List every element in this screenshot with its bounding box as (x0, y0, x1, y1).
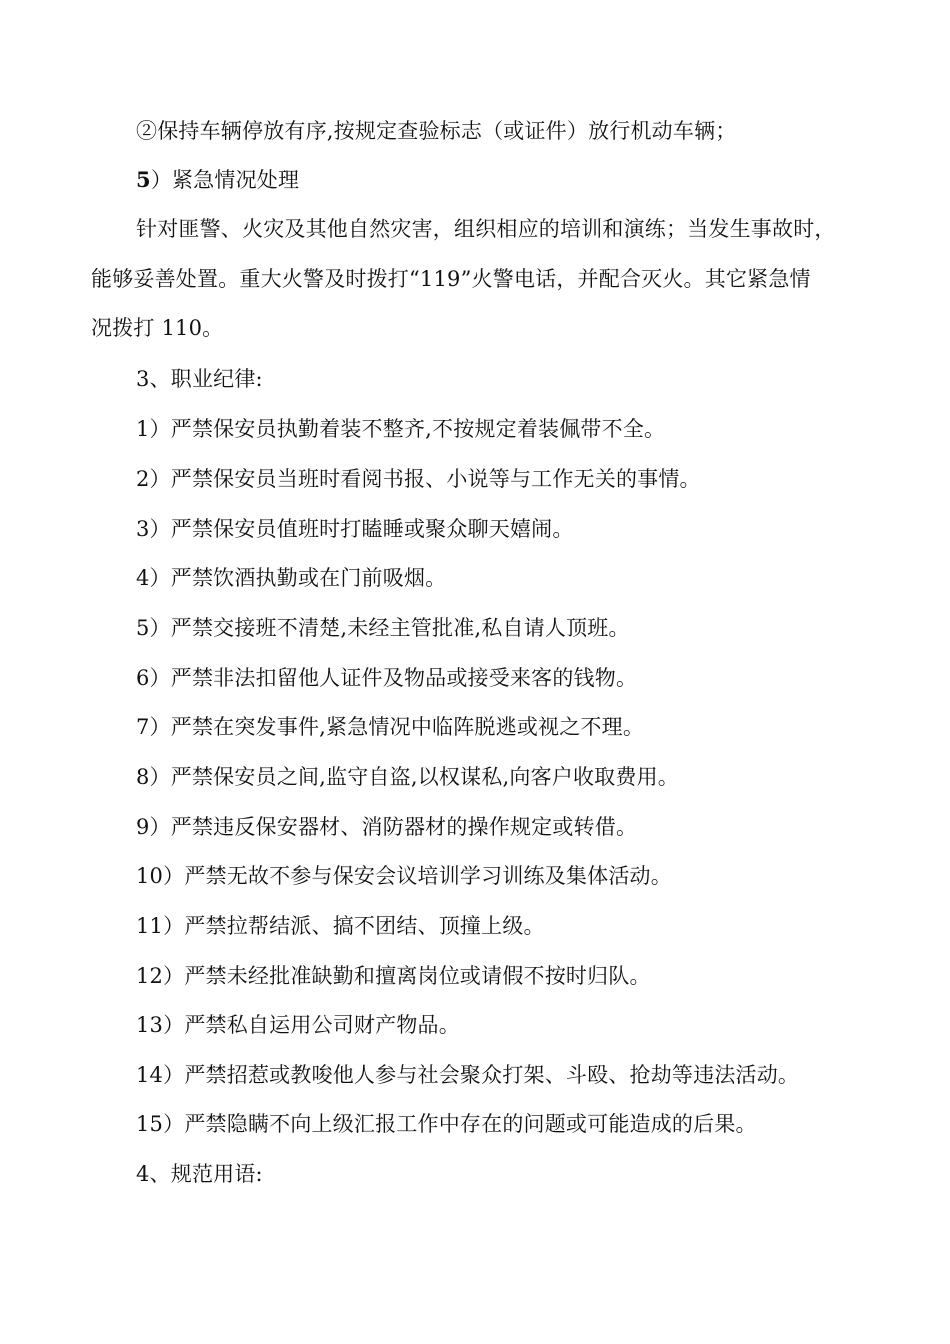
list-item: 5）严禁交接班不清楚,未经主管批准,私自请人顶班。 (136, 616, 630, 640)
list-item: 11）严禁拉帮结派、搞不团结、顶撞上级。 (136, 914, 545, 938)
list-item: 8）严禁保安员之间,监守自盗,以权谋私,向客户收取费用。 (136, 765, 679, 789)
paragraph-line: 况拨打 110。 (91, 316, 224, 340)
section-number: 5 (136, 167, 151, 192)
section-title: ）紧急情况处理 (150, 168, 300, 192)
list-item: 14）严禁招惹或教唆他人参与社会聚众打架、斗殴、抢劫等违法活动。 (136, 1063, 800, 1087)
paragraph-line: ②保持车辆停放有序,按规定查验标志（或证件）放行机动车辆； (136, 119, 737, 143)
list-item: 7）严禁在突发事件,紧急情况中临阵脱逃或视之不理。 (136, 715, 645, 739)
list-item: 4）严禁饮酒执勤或在门前吸烟。 (136, 566, 447, 590)
list-item: 2）严禁保安员当班时看阅书报、小说等与工作无关的事情。 (136, 467, 701, 491)
paragraph-line: 针对匪警、火灾及其他自然灾害，组织相应的培训和演练；当发生事故时， (136, 217, 836, 241)
paragraph-line: 能够妥善处置。重大火警及时拨打“119”火警电话，并配合灭火。其它紧急情 (91, 267, 811, 291)
section-heading: 4、规范用语: (136, 1162, 263, 1186)
list-item: 10）严禁无故不参与保安会议培训学习训练及集体活动。 (136, 864, 672, 888)
list-item: 1）严禁保安员执勤着装不整齐,不按规定着装佩带不全。 (136, 417, 666, 441)
list-item: 3）严禁保安员值班时打瞌睡或聚众聊天嬉闹。 (136, 517, 574, 541)
list-item: 15）严禁隐瞒不向上级汇报工作中存在的问题或可能造成的后果。 (136, 1112, 757, 1136)
list-item: 12）严禁未经批准缺勤和擅离岗位或请假不按时归队。 (136, 964, 651, 988)
section-heading: 3、职业纪律: (136, 367, 263, 391)
list-item: 13）严禁私自运用公司财产物品。 (136, 1013, 460, 1037)
list-item: 6）严禁非法扣留他人证件及物品或接受来客的钱物。 (136, 666, 638, 690)
section-heading (136, 166, 299, 194)
list-item: 9）严禁违反保安器材、消防器材的操作规定或转借。 (136, 815, 638, 839)
